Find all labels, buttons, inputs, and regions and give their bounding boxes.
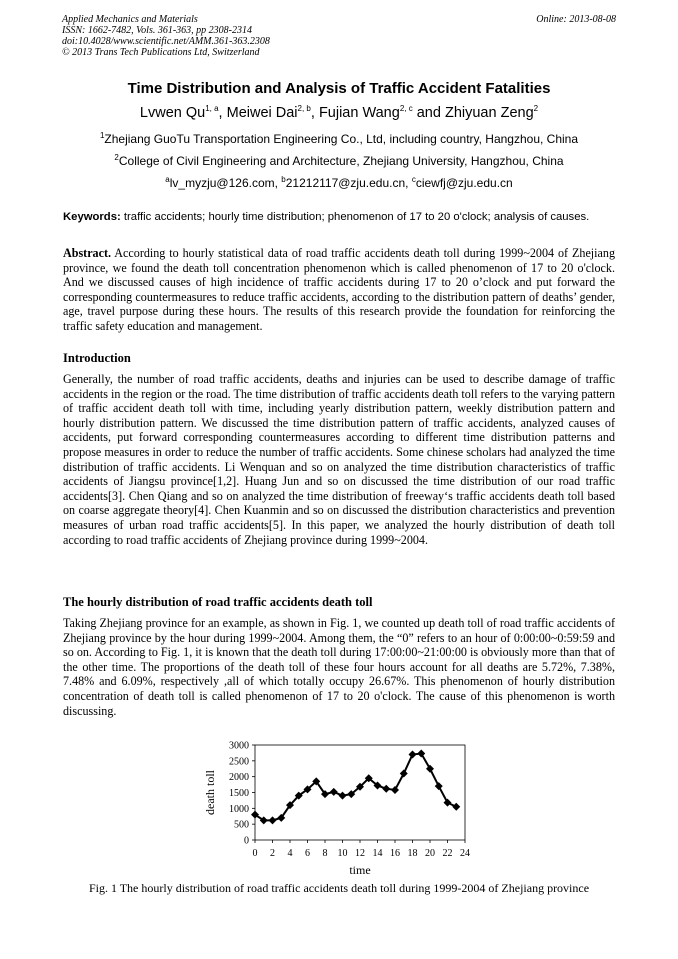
x-tick-label: 6: [305, 848, 310, 859]
issn: ISSN: 1662-7482, Vols. 361-363, pp 2308-2314: [62, 25, 252, 36]
x-tick-label: 14: [372, 848, 383, 859]
author-separator: ,: [218, 104, 227, 121]
email-sup: b: [281, 175, 286, 184]
introduction-heading: Introduction: [63, 351, 131, 365]
y-tick-label: 1500: [229, 788, 249, 799]
online-date: Online: 2013-08-08: [536, 14, 616, 25]
y-tick-label: 0: [244, 835, 249, 847]
email-sup: a: [165, 175, 170, 184]
x-tick-label: 16: [390, 848, 400, 859]
copyright: © 2013 Trans Tech Publications Ltd, Switzerland: [62, 47, 260, 58]
death-toll-line-chart: [200, 735, 490, 880]
x-axis-label: time: [349, 863, 371, 877]
section-heading: The hourly distribution of road traffic accidents death toll: [63, 595, 373, 609]
affiliation-sup: 1: [99, 131, 105, 140]
data-point: [452, 803, 460, 811]
introduction-text: Generally, the number of road traffic accidents, deaths and injuries can be used to describe damage of traffic accidents in the region or the road. The time distribution of traffic accidents death toll refers to the varying pattern of traffic accident death toll with time, including yearly distribution pattern, weekly distribution pattern and hourly distribution pattern. We discussed the time distribution pattern of traffic accidents, analyzed causes of accidents, put forward corresponding countermeasures according to different time distribution patterns and propose measures in order to reduce the number of traffic accidents. Some chinese scholars had analyzed the time distribution of traffic accidents. Li Wenquan and so on analyzed the time distribution characteristics of traffic accidents of Jiangsu province[1,2]. Huang Jun and so on discussed the time distribution of our road traffic accidents[3]. Chen Qiang and so on analyzed the time distribution of freeway‘s traffic accidents death toll based on coarse aggregate theory[4]. Chen Kuanmin and so on discussed the distribution characteristics and prevention measures of urban road traffic accidents[5]. In this paper, we analyzed the hourly distribution of death toll according to road traffic accidents of Zhejiang province during 1999~2004.: [63, 372, 615, 547]
email-sup: c: [411, 175, 416, 184]
data-point: [391, 786, 399, 794]
data-point: [426, 765, 434, 773]
data-point: [269, 816, 277, 824]
author-list: [30, 104, 648, 121]
abstract-label: Abstract.: [63, 246, 112, 260]
x-tick-label: 18: [407, 848, 418, 859]
figure-caption: Fig. 1 The hourly distribution of road traffic accidents death toll during 1999-2004 of Zhejiang province: [88, 881, 590, 895]
y-tick-label: 2500: [229, 756, 249, 768]
x-tick-label: 8: [322, 848, 328, 859]
affiliation-text: College of Civil Engineering and Architecture, Zhejiang University, Hangzhou, China: [118, 154, 564, 168]
paper-title: Time Distribution and Analysis of Traffic Accident Fatalities: [127, 80, 551, 97]
x-tick-label: 20: [425, 848, 435, 859]
section-text: Taking Zhejiang province for an example, as shown in Fig. 1, we counted up death toll of road traffic accidents of Zhejiang province by the hour during 1999~2004. Among them, the “0” refers to an hour of 0:00:00~0:59:59 and so on. According to Fig. 1, it is known that the death toll during 17:00:00~21:00:00 is obviously more than that of the other time. The proportions of the death toll of these four hours account for all deaths are 5.72%, 7.38%, 7.48% and 6.09%, respectively ,all of which totally occupy 26.67%. This phenomenon of hourly distribution concentration of death toll is called phenomenon of 17 to 20 o'clock. The cause of this phenomenon is worth discussing.: [63, 616, 615, 718]
email-address[interactable]: 21212117@zju.edu.cn,: [285, 176, 412, 190]
x-tick-label: 22: [442, 848, 453, 859]
affiliation-2: [30, 153, 648, 168]
author-name: Meiwei Dai: [226, 104, 298, 121]
doi: doi:10.4028/www.scientific.net/AMM.361-363.2308: [62, 36, 270, 47]
x-tick-label: 0: [252, 848, 258, 859]
author-sup: 2: [533, 104, 539, 113]
author-sup: 2, c: [399, 104, 413, 113]
x-tick-label: 10: [337, 848, 348, 859]
data-point: [435, 782, 443, 790]
y-tick-label: 500: [234, 819, 249, 831]
plot-area: [255, 745, 465, 840]
abstract: [63, 246, 615, 334]
x-tick-label: 2: [270, 848, 275, 859]
email-address[interactable]: lv_myzju@126.com,: [169, 176, 282, 190]
data-point: [382, 785, 390, 793]
y-tick-label: 1000: [229, 803, 249, 815]
keywords: [63, 210, 615, 224]
journal-header: [62, 14, 616, 58]
author-name: Zhiyuan Zeng: [444, 104, 534, 121]
data-point: [409, 751, 417, 759]
series-line: [255, 754, 456, 821]
y-tick-label: 3000: [229, 740, 249, 752]
data-point: [400, 770, 408, 778]
data-point: [330, 788, 338, 796]
data-point: [444, 799, 452, 807]
journal-name: Applied Mechanics and Materials: [62, 14, 198, 25]
data-point: [339, 792, 347, 800]
author-sup: 2, b: [297, 104, 311, 113]
author-sup: 1, a: [205, 104, 219, 113]
affiliation-sup: 2: [114, 153, 119, 162]
author-separator: ,: [310, 104, 319, 121]
affiliation-1: [30, 131, 648, 146]
email-address[interactable]: ciewfj@zju.edu.cn: [415, 176, 513, 190]
abstract-text: According to hourly statistical data of road traffic accidents death toll during 1999~2004 of Zhejiang province, we found the death toll concentration phenomenon which is called phenomenon of 17 to 20 o'clock. And we discussed causes of high incidence of traffic accidents during 17 to 20 o’clock and put forward the corresponding countermeasures to reduce traffic accidents, according to the distribution pattern of deaths’ gender, age, travel purpose during these hours. The results of this research provide the foundation for reinforcing the traffic safety education and management.: [63, 246, 615, 333]
email-line: [30, 175, 648, 190]
x-tick-label: 12: [355, 848, 365, 859]
affiliation-text: Zhejiang GuoTu Transportation Engineering Co., Ltd, including country, Hangzhou, China: [104, 132, 579, 146]
y-tick-label: 2000: [229, 772, 249, 784]
keywords-text: traffic accidents; hourly time distribution; phenomenon of 17 to 20 o'clock; analysis of causes.: [120, 211, 590, 223]
y-axis-label: death toll: [203, 770, 217, 815]
x-tick-label: 4: [287, 848, 293, 859]
author-separator: and: [412, 104, 445, 121]
x-tick-label: 24: [460, 848, 470, 859]
keywords-label: Keywords:: [63, 211, 121, 223]
author-name: Lvwen Qu: [139, 104, 206, 121]
author-name: Fujian Wang: [318, 104, 400, 121]
data-point: [417, 750, 425, 758]
